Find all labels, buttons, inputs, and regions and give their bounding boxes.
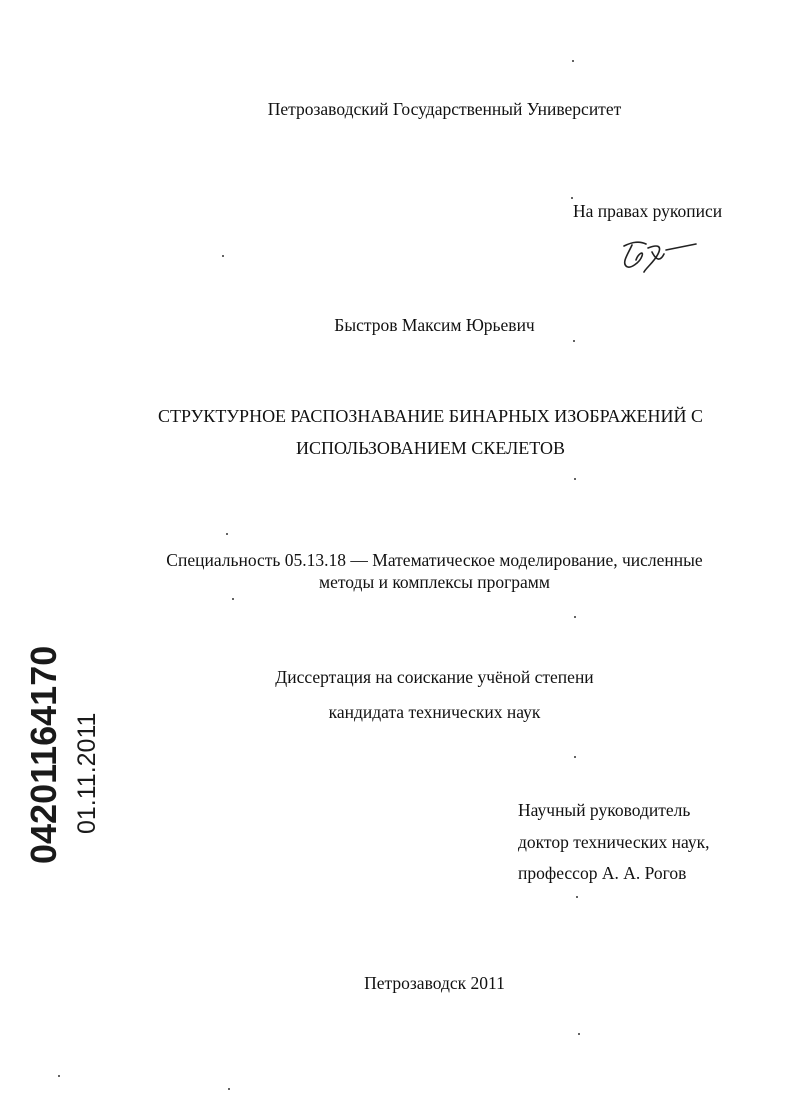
supervisor-degree: доктор технических наук, bbox=[518, 832, 710, 852]
scan-speck bbox=[574, 478, 576, 480]
scan-speck bbox=[226, 533, 228, 535]
scan-speck bbox=[232, 598, 234, 600]
thesis-title-line-1: СТРУКТУРНОЕ РАСПОЗНАВАНИЕ БИНАРНЫХ ИЗОБРАЖЕНИЙ С bbox=[158, 406, 703, 426]
scan-speck bbox=[572, 60, 574, 62]
city-year: Петрозаводск 2011 bbox=[364, 973, 505, 993]
scan-speck bbox=[574, 616, 576, 618]
scan-speck bbox=[222, 255, 224, 257]
handwritten-signature bbox=[618, 232, 700, 276]
supervisor-name: профессор А. А. Рогов bbox=[518, 863, 687, 883]
specialty-line-2: методы и комплексы программ bbox=[319, 572, 550, 592]
dissertation-line-1: Диссертация на соискание учёной степени bbox=[275, 667, 594, 687]
scan-speck bbox=[228, 1088, 230, 1090]
scan-speck bbox=[571, 197, 573, 199]
thesis-title-line-2: ИСПОЛЬЗОВАНИЕМ СКЕЛЕТОВ bbox=[295, 438, 566, 458]
scan-speck bbox=[574, 756, 576, 758]
scan-speck bbox=[578, 1033, 580, 1035]
stamp-date: 01.11.2011 bbox=[73, 712, 101, 834]
scan-speck bbox=[576, 896, 578, 898]
dissertation-line-2: кандидата технических наук bbox=[328, 702, 541, 722]
specialty-line-1: Специальность 05.13.18 — Математическое моделирование, численные bbox=[166, 550, 703, 570]
stamp-number: 04201164170 bbox=[23, 645, 64, 864]
university-name: Петрозаводский Государственный Университет bbox=[267, 99, 622, 119]
manuscript-note: На правах рукописи bbox=[573, 201, 723, 221]
author-name: Быстров Максим Юрьевич bbox=[334, 315, 535, 335]
scan-speck bbox=[573, 340, 575, 342]
supervisor-role: Научный руководитель bbox=[518, 800, 691, 820]
scan-speck bbox=[58, 1075, 60, 1077]
